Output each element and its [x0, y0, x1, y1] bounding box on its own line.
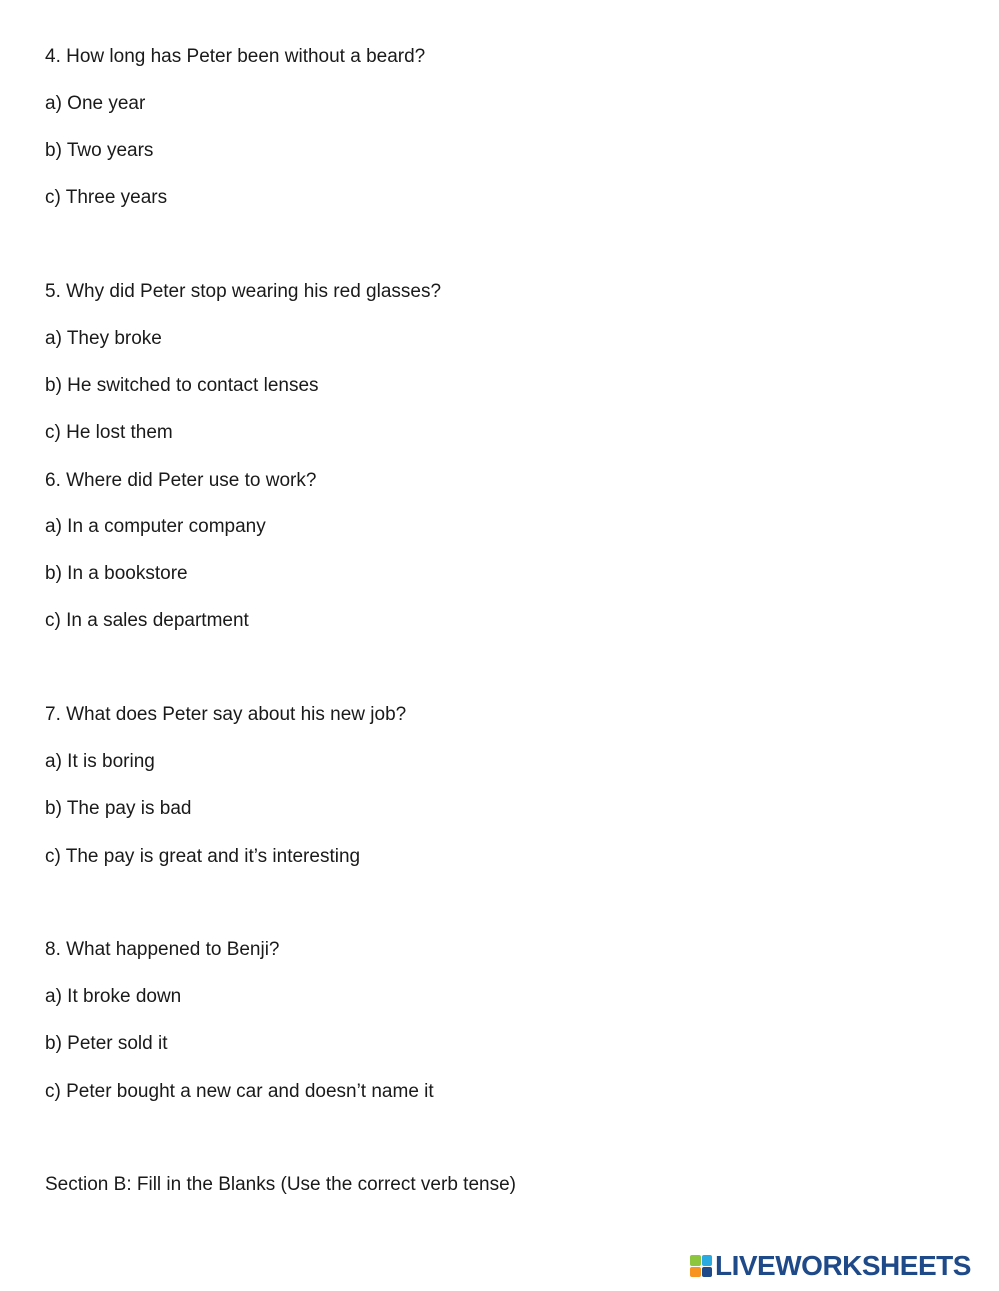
question-5: 5. Why did Peter stop wearing his red glasses? — [45, 281, 442, 302]
question-6-option-c: c) In a sales department — [45, 610, 249, 631]
section-b-heading: Section B: Fill in the Blanks (Use the correct verb tense) — [45, 1174, 516, 1195]
question-4-option-c: c) Three years — [45, 187, 168, 208]
liveworksheets-logo-icon — [690, 1255, 712, 1277]
liveworksheets-logo[interactable] — [690, 1252, 971, 1280]
question-7-option-c: c) The pay is great and it’s interesting — [45, 846, 361, 867]
question-4-option-b: b) Two years — [45, 140, 154, 161]
question-4: 4. How long has Peter been without a beard? — [45, 46, 426, 67]
question-5-option-a: a) They broke — [45, 328, 162, 349]
question-4-option-a: a) One year — [45, 93, 146, 114]
question-8-option-b: b) Peter sold it — [45, 1033, 168, 1054]
question-6: 6. Where did Peter use to work? — [45, 470, 317, 491]
question-8-option-c: c) Peter bought a new car and doesn’t name it — [45, 1081, 434, 1102]
question-7-option-a: a) It is boring — [45, 751, 155, 772]
question-7: 7. What does Peter say about his new job? — [45, 704, 407, 725]
question-5-option-c: c) He lost them — [45, 422, 173, 443]
question-5-option-b: b) He switched to contact lenses — [45, 375, 319, 396]
question-7-option-b: b) The pay is bad — [45, 798, 192, 819]
question-6-option-a: a) In a computer company — [45, 516, 266, 537]
liveworksheets-logo-text: LIVEWORKSHEETS — [715, 1250, 971, 1281]
question-8: 8. What happened to Benji? — [45, 939, 280, 960]
question-8-option-a: a) It broke down — [45, 986, 182, 1007]
question-6-option-b: b) In a bookstore — [45, 563, 188, 584]
